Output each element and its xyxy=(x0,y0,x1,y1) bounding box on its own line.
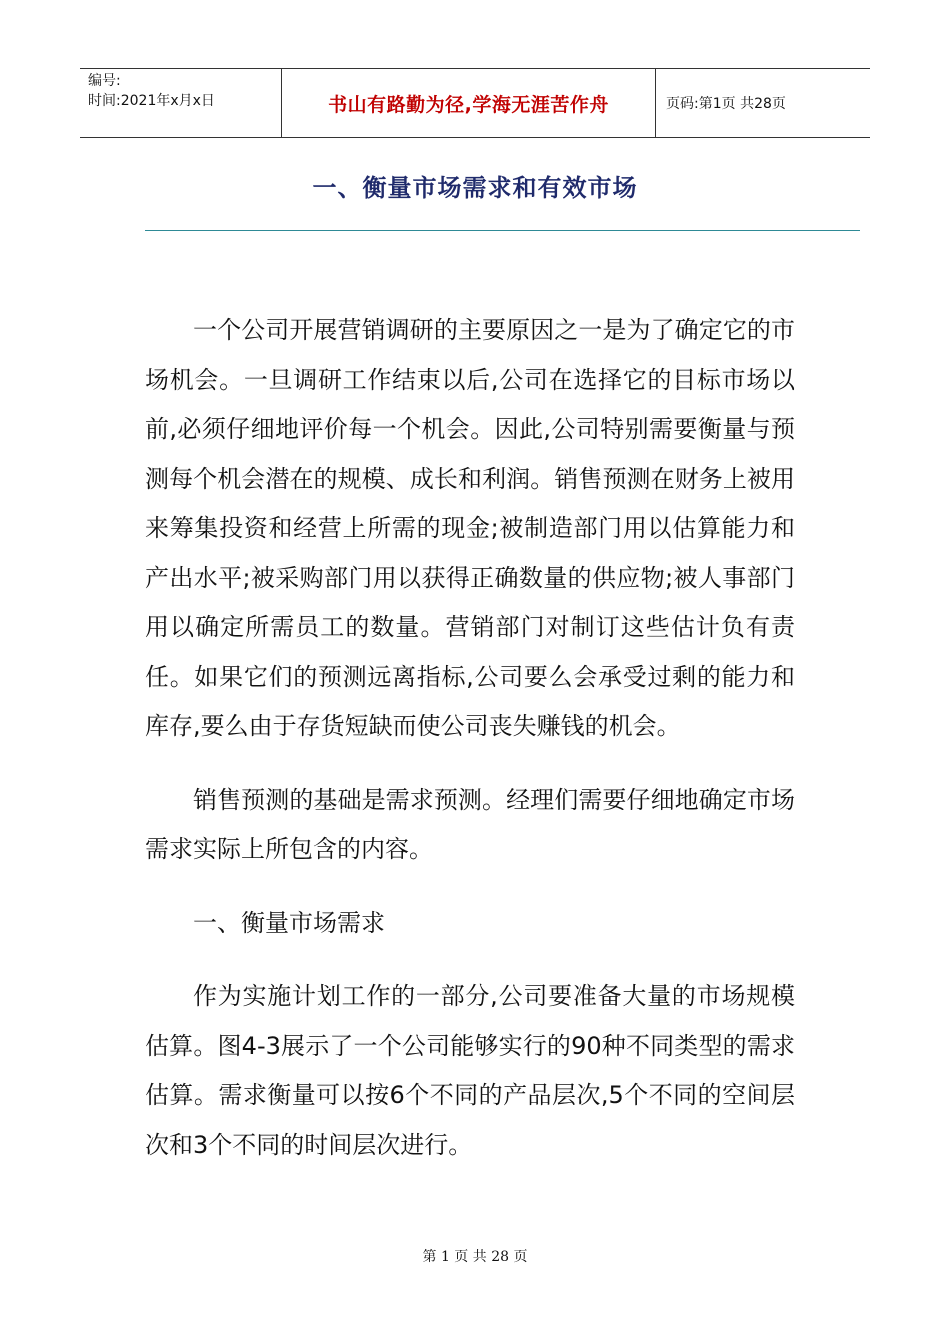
title-divider xyxy=(145,230,860,231)
header-page-cell xyxy=(656,69,870,137)
document-title: 一、衡量市场需求和有效市场 xyxy=(312,174,638,202)
document-header-table xyxy=(80,68,870,138)
paragraph-1: 一个公司开展营销调研的主要原因之一是为了确定它的市场机会。一旦调研工作结束以后,公司在选择它的目标市场以前,必须仔细地评价每一个机会。因此,公司特别需要衡量与预测每个机会潜在的规模、成长和利润。销售预测在财务上被用来筹集投资和经营上所需的现金;被制造部门用以估算能力和产出水平;被采购部门用以获得正确数量的供应物;被人事部门用以确定所需员工的数量。营销部门对制订这些估计负有责任。如果它们的预测远离指标,公司要么会承受过剩的能力和库存,要么由于存货短缺而使公司丧失赚钱的机会。 xyxy=(145,316,795,740)
page-code: 页码:第1页 共28页 xyxy=(666,96,786,112)
header-meta-cell xyxy=(80,69,282,137)
section-heading: 一、衡量市场需求 xyxy=(193,908,385,937)
document-body xyxy=(145,306,795,1170)
paragraph-3: 作为实施计划工作的一部分,公司要准备大量的市场规模估算。图4-3展示了一个公司能够实行的90种不同类型的需求估算。需求衡量可以按6个不同的产品层次,5个不同的空间层次和3个不同的时间层次进行。 xyxy=(145,982,795,1159)
page-footer: 第 1 页 共 28 页 xyxy=(422,1249,528,1265)
motto-text: 书山有路勤为径,学海无涯苦作舟 xyxy=(328,93,609,116)
number-label: 编号: xyxy=(88,73,121,89)
header-motto-cell xyxy=(282,69,656,137)
time-label: 时间:2021年x月x日 xyxy=(88,93,215,109)
paragraph-2: 销售预测的基础是需求预测。经理们需要仔细地确定市场需求实际上所包含的内容。 xyxy=(145,785,795,863)
